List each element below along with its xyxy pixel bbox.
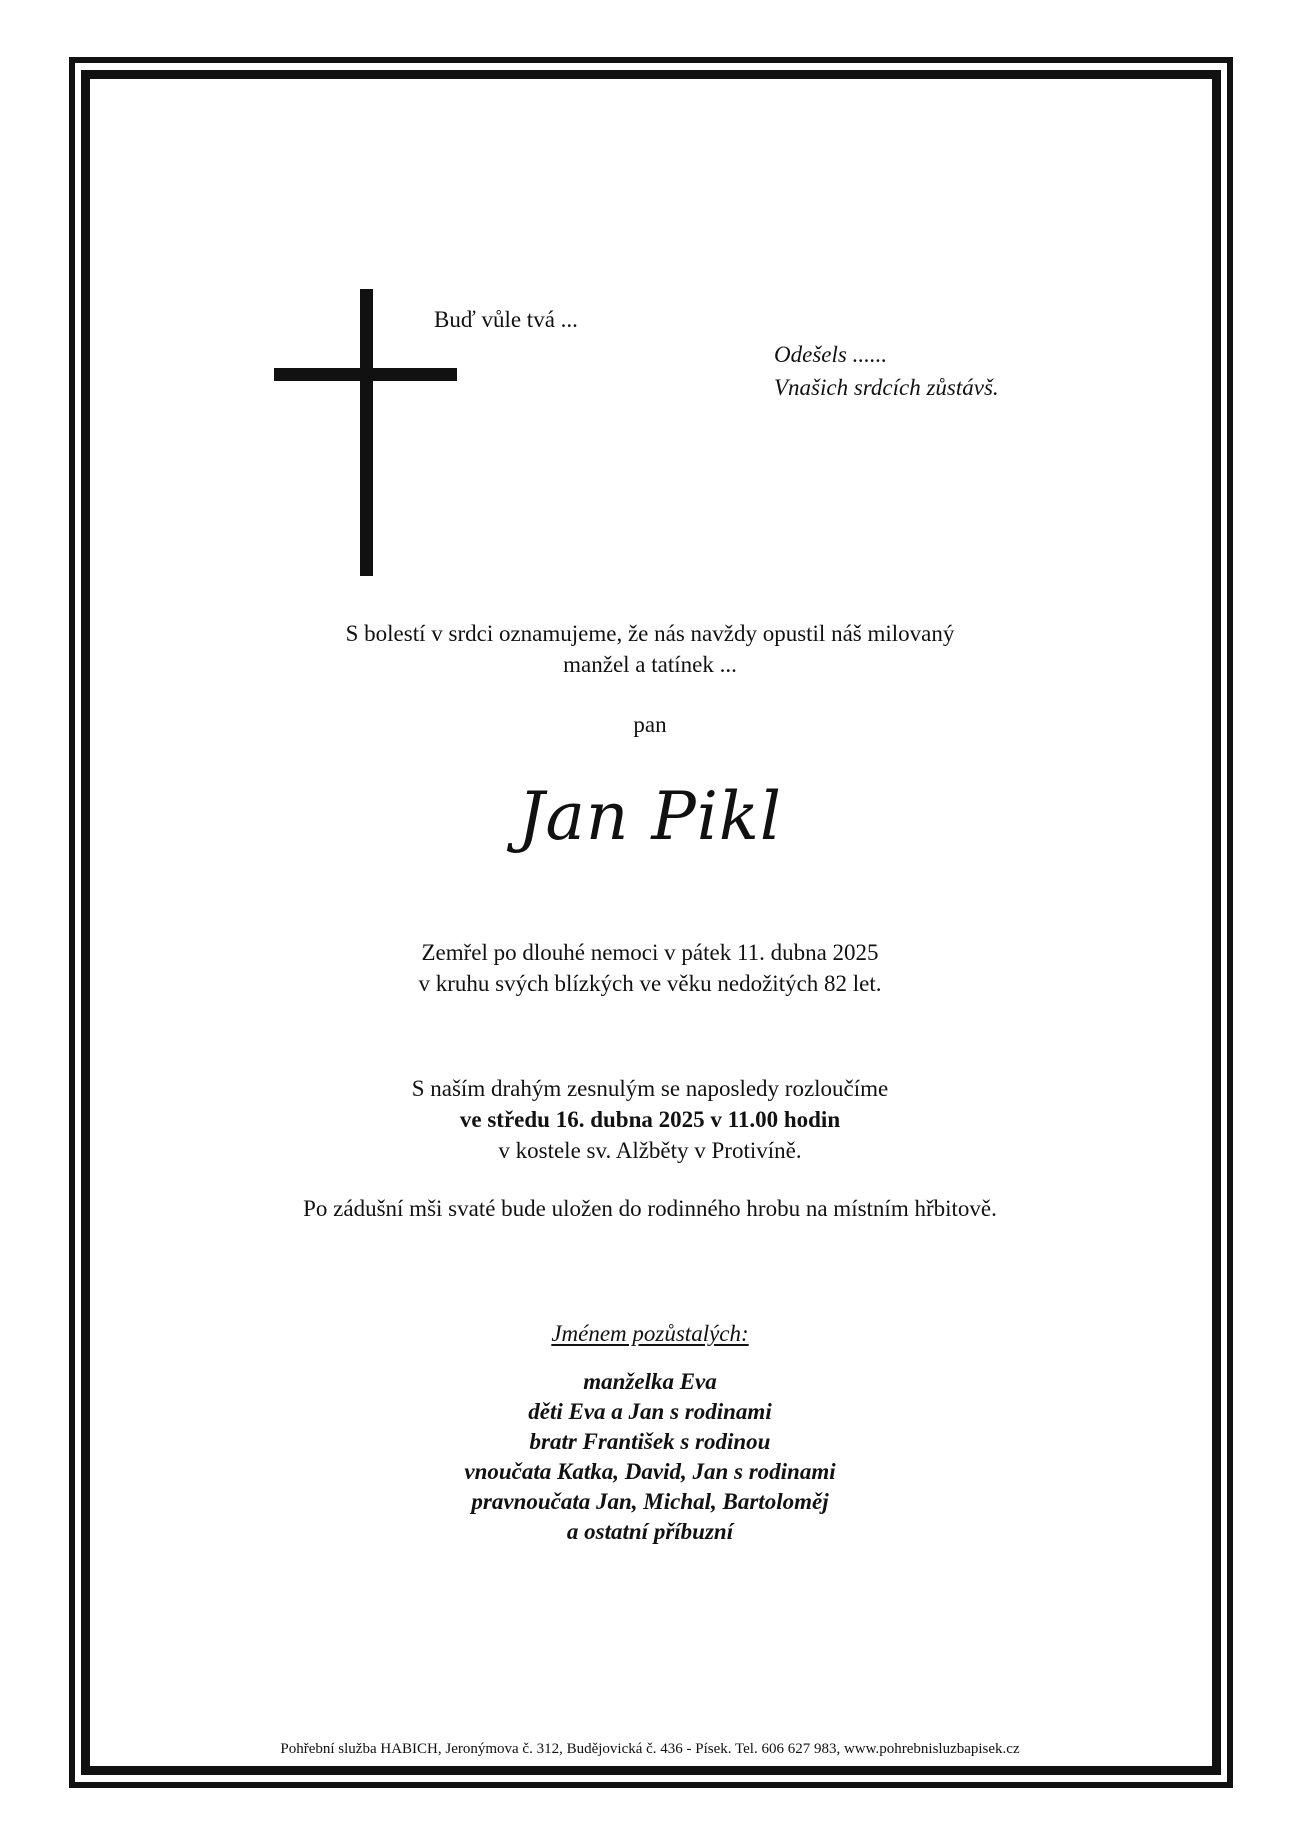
title-word: pan bbox=[633, 712, 667, 737]
mourner-line: pravnoučata Jan, Michal, Bartoloměj bbox=[471, 1489, 829, 1514]
deceased-name: Jan Pikl bbox=[518, 778, 782, 855]
cross-icon-horizontal-bar bbox=[274, 368, 457, 381]
funeral-line-1: S naším drahým zesnulým se naposledy rozloučíme bbox=[411, 1076, 889, 1101]
death-notice bbox=[160, 937, 1140, 999]
funeral-info bbox=[160, 1073, 1140, 1166]
mourners-list bbox=[160, 1367, 1140, 1547]
death-notice-line-2: v kruhu svých blízkých ve věku nedožitých 82 let. bbox=[418, 971, 882, 996]
funeral-place: v kostele sv. Alžběty v Protivíně. bbox=[498, 1138, 802, 1163]
mourner-line: vnoučata Katka, David, Jan s rodinami bbox=[464, 1459, 836, 1484]
announcement bbox=[160, 618, 1140, 680]
mourner-line: a ostatní příbuzní bbox=[566, 1519, 734, 1544]
mourner-line: manželka Eva bbox=[583, 1369, 717, 1394]
burial-note: Po zádušní mši svaté bude uložen do rodinného hrobu na místním hřbitově. bbox=[303, 1196, 997, 1221]
mourner-line: děti Eva a Jan s rodinami bbox=[528, 1399, 772, 1424]
mourner-line: bratr František s rodinou bbox=[529, 1429, 771, 1454]
motto-left: Buď vůle tvá ... bbox=[434, 307, 578, 332]
cross-icon-vertical-bar bbox=[360, 289, 373, 576]
announcement-line-1: S bolestí v srdci oznamujeme, že nás navždy opustil náš milovaný bbox=[345, 621, 955, 646]
funeral-service-footer: Pohřební služba HABICH, Jeronýmova č. 312, Budějovická č. 436 - Písek. Tel. 606 627 983, www.pohrebnisluzbapisek.cz bbox=[280, 1741, 1020, 1757]
motto-right-line-2: Vnašich srdcích zůstávš. bbox=[774, 375, 999, 400]
mourners-heading: Jménem pozůstalých: bbox=[551, 1321, 749, 1346]
motto-right-line-1: Odešels ...... bbox=[774, 342, 888, 367]
funeral-date-time: ve středu 16. dubna 2025 v 11.00 hodin bbox=[459, 1107, 841, 1132]
motto-right bbox=[774, 338, 999, 404]
death-notice-line-1: Zemřel po dlouhé nemoci v pátek 11. dubna 2025 bbox=[421, 940, 879, 965]
announcement-line-2: manžel a tatínek ... bbox=[563, 652, 737, 677]
